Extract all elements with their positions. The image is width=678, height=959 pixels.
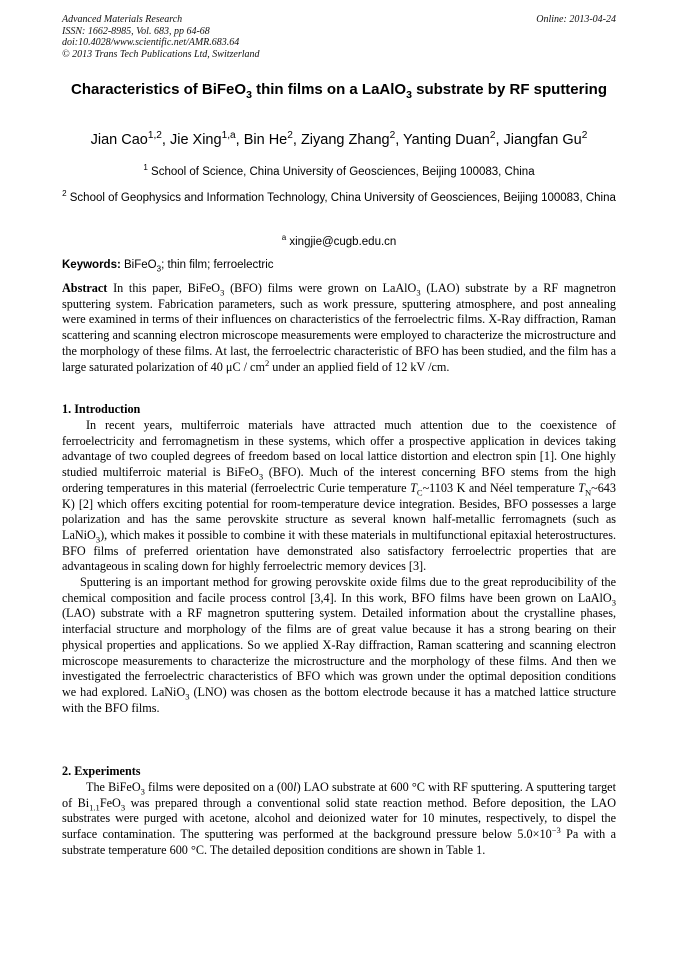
author-name: Jie Xing: [169, 132, 222, 148]
author-sep: ,: [495, 132, 504, 148]
author-affil-sup: 1,2: [147, 130, 162, 142]
intro-text: In recent years, multiferroic materials have attracted much attention due to the coexistence of ferroelectricity and ferromagnetism in these systems, which offer a prospective application in devices taking advantage of two coupled degrees of freedom based on local lattice distortion and electron spin [1]. One highly studied multiferroic material is BiFeO: [62, 418, 616, 480]
curie-symbol: T: [410, 480, 417, 495]
author-affil-sup: 2: [287, 130, 293, 142]
online-date: Online: 2013-04-24: [536, 14, 616, 25]
exp-sub: 1.1: [89, 802, 100, 813]
author-affil-sup: 2: [489, 130, 496, 142]
intro-text: (BFO). Much of the interest concerning BFO stems from the high ordering temperatures in this material (ferroelectric Curie temperature: [62, 465, 616, 495]
author-affil-sup: 1,a: [221, 130, 236, 142]
email-sup: a: [281, 233, 287, 243]
keywords: [62, 258, 616, 273]
affiliation-1-sup: 1: [143, 163, 148, 173]
keyword-1: BiFeO: [120, 259, 157, 271]
affiliation-2: [62, 190, 616, 206]
paper-title: [62, 80, 616, 100]
exp-text: films were deposited on a (00: [144, 780, 294, 794]
author-name: Yanting Duan: [403, 132, 490, 148]
corresponding-email[interactable]: [62, 234, 616, 250]
keywords-rest: ; thin film; ferroelectric: [161, 259, 274, 271]
intro-sub: 3: [185, 691, 190, 702]
journal-doi: doi:10.4028/www.scientific.net/AMR.683.64: [62, 37, 240, 48]
intro-text: Sputtering is an important method for growing perovskite oxide films due to the great reproducibility of the chemical composition and facile process control [3,4]. In this work, BFO films have been grown on LaAlO: [62, 575, 616, 605]
title-sub-1: 3: [246, 89, 252, 101]
author-list: [40, 130, 638, 150]
intro-paragraph-2: [62, 575, 616, 716]
intro-sub: 3: [258, 471, 264, 482]
title-text-3: substrate by RF sputtering: [411, 81, 607, 98]
journal-name: Advanced Materials Research: [62, 14, 183, 25]
intro-text: ~1103 K and Néel temperature: [422, 480, 579, 495]
exp-sup: −3: [551, 825, 561, 836]
affiliation-2-sup: 2: [62, 189, 67, 199]
neel-sub: N: [584, 487, 592, 498]
intro-text: (LAO) substrate with a RF magnetron sputtering system. Detailed information about the crystalline phases, interfacial structure and morphology of the films are of great value because it has a strong bearing on their physical properties and applications. So we applied X-Ray diffraction, Raman scattering and scanning electron microscope measurements to characterize the microstructure and the morphology of these films. And then we investigated the ferroelectric characteristics of BFO which was grown under the optimal deposition conditions we had explored. LaNiO: [62, 606, 616, 699]
exp-text: The BiFeO: [86, 780, 141, 794]
author-name: Ziyang Zhang: [300, 132, 390, 148]
abstract-sub: 3: [416, 287, 421, 298]
curie-sub: C: [416, 487, 423, 498]
author-sep: ,: [395, 132, 404, 148]
author-name: Bin He: [243, 132, 288, 148]
exp-text: FeO: [99, 795, 121, 810]
exp-text: ) LAO substrate at 600 °C with RF sputtering. A sputtering target of Bi: [62, 780, 616, 810]
author-sep: ,: [235, 132, 244, 148]
abstract-text: In this paper, BiFeO: [107, 281, 221, 295]
abstract-text: under an applied field of 12 kV /cm.: [269, 359, 450, 374]
abstract: [62, 281, 616, 375]
neel-symbol: T: [578, 480, 585, 495]
introduction-body: [62, 418, 616, 716]
abstract-label: Abstract: [62, 281, 108, 295]
author-name: Jiangfan Gu: [503, 132, 582, 148]
affiliation-1-text: School of Science, China University of Geosciences, Beijing 100083, China: [147, 166, 535, 178]
author-sep: ,: [161, 132, 170, 148]
affiliation-2-text: School of Geophysics and Information Technology, China University of Geosciences, Beijing 100083, China: [66, 192, 616, 204]
journal-header: [62, 14, 616, 60]
section-heading-experiments: 2. Experiments: [62, 764, 141, 778]
exp-text: Pa with a substrate temperature 600 °C. The detailed deposition conditions are shown in Table 1.: [62, 827, 617, 857]
journal-issn: ISSN: 1662-8985, Vol. 683, pp 64-68: [62, 25, 210, 37]
abstract-text: (LAO) substrate by a RF magnetron sputtering system. Fabrication parameters, such as work pressure, sputtering atmosphere, and post annealing were examined in terms of their influences on characteristics of the ferroelectric films. X-Ray diffraction, Raman scattering and scanning electron microscope measurements were employed to characterize the microstructure and the morphology of these films. At last, the ferroelectric characteristic of BFO has been studied, and the film has a large saturated polarization of 40 μC / cm: [62, 281, 616, 374]
email-text[interactable]: xingjie@cugb.edu.cn: [286, 236, 397, 248]
exp-sub: 3: [120, 802, 126, 813]
experiments-body: [62, 780, 616, 859]
journal-copyright: © 2013 Trans Tech Publications Ltd, Switzerland: [62, 48, 260, 60]
abstract-text: (BFO) films were grown on LaAlO: [224, 281, 417, 295]
section-heading-introduction: 1. Introduction: [62, 402, 141, 416]
exp-text: was prepared through a conventional solid state reaction method. Before deposition, the LAO substrates were purged with acetone, alcohol and deionized water for 10 minutes, respectively, to dispel the surface contamination. The sputtering was performed at the background pressure below 5.0×10: [62, 795, 616, 842]
keywords-label: Keywords:: [62, 259, 121, 271]
intro-text: ~643 K) [2] which offers exciting potential for room-temperature device integration. Besides, BFO possesses a large polarization and has the same perovskite structure as several known half-metallic ferromagnets (such as LaNiO: [62, 480, 616, 542]
author-affil-sup: 2: [389, 130, 396, 142]
intro-paragraph-1: [62, 418, 616, 575]
abstract-sub: 3: [220, 287, 225, 298]
keyword-1-sub: 3: [156, 264, 162, 274]
abstract-sup: 2: [264, 357, 270, 368]
experiments-paragraph: [62, 780, 616, 859]
intro-text: ), which makes it possible to combine it with these materials in multifunctional epitaxial heterostructures. BFO films of preferred orientation have demonstrated also satisfactory ferroelectric properties that are advantageous in scaling down for highly ferroelectric memory devices [3].: [62, 527, 616, 574]
intro-sub: 3: [611, 597, 616, 608]
miller-index-l: l: [293, 780, 297, 794]
title-sub-2: 3: [406, 89, 412, 101]
author-sep: ,: [292, 132, 301, 148]
exp-sub: 3: [140, 786, 145, 797]
intro-sub: 3: [95, 534, 101, 545]
author-name: Jian Cao: [90, 132, 148, 148]
intro-text: (LNO) was chosen as the bottom electrode because it has a matched lattice structure with the BFO films.: [62, 684, 616, 715]
author-affil-sup: 2: [581, 130, 588, 142]
title-text-1: Characteristics of BiFeO: [71, 81, 247, 98]
title-text-2: thin films on a LaAlO: [251, 81, 407, 98]
affiliation-1: [62, 164, 616, 180]
